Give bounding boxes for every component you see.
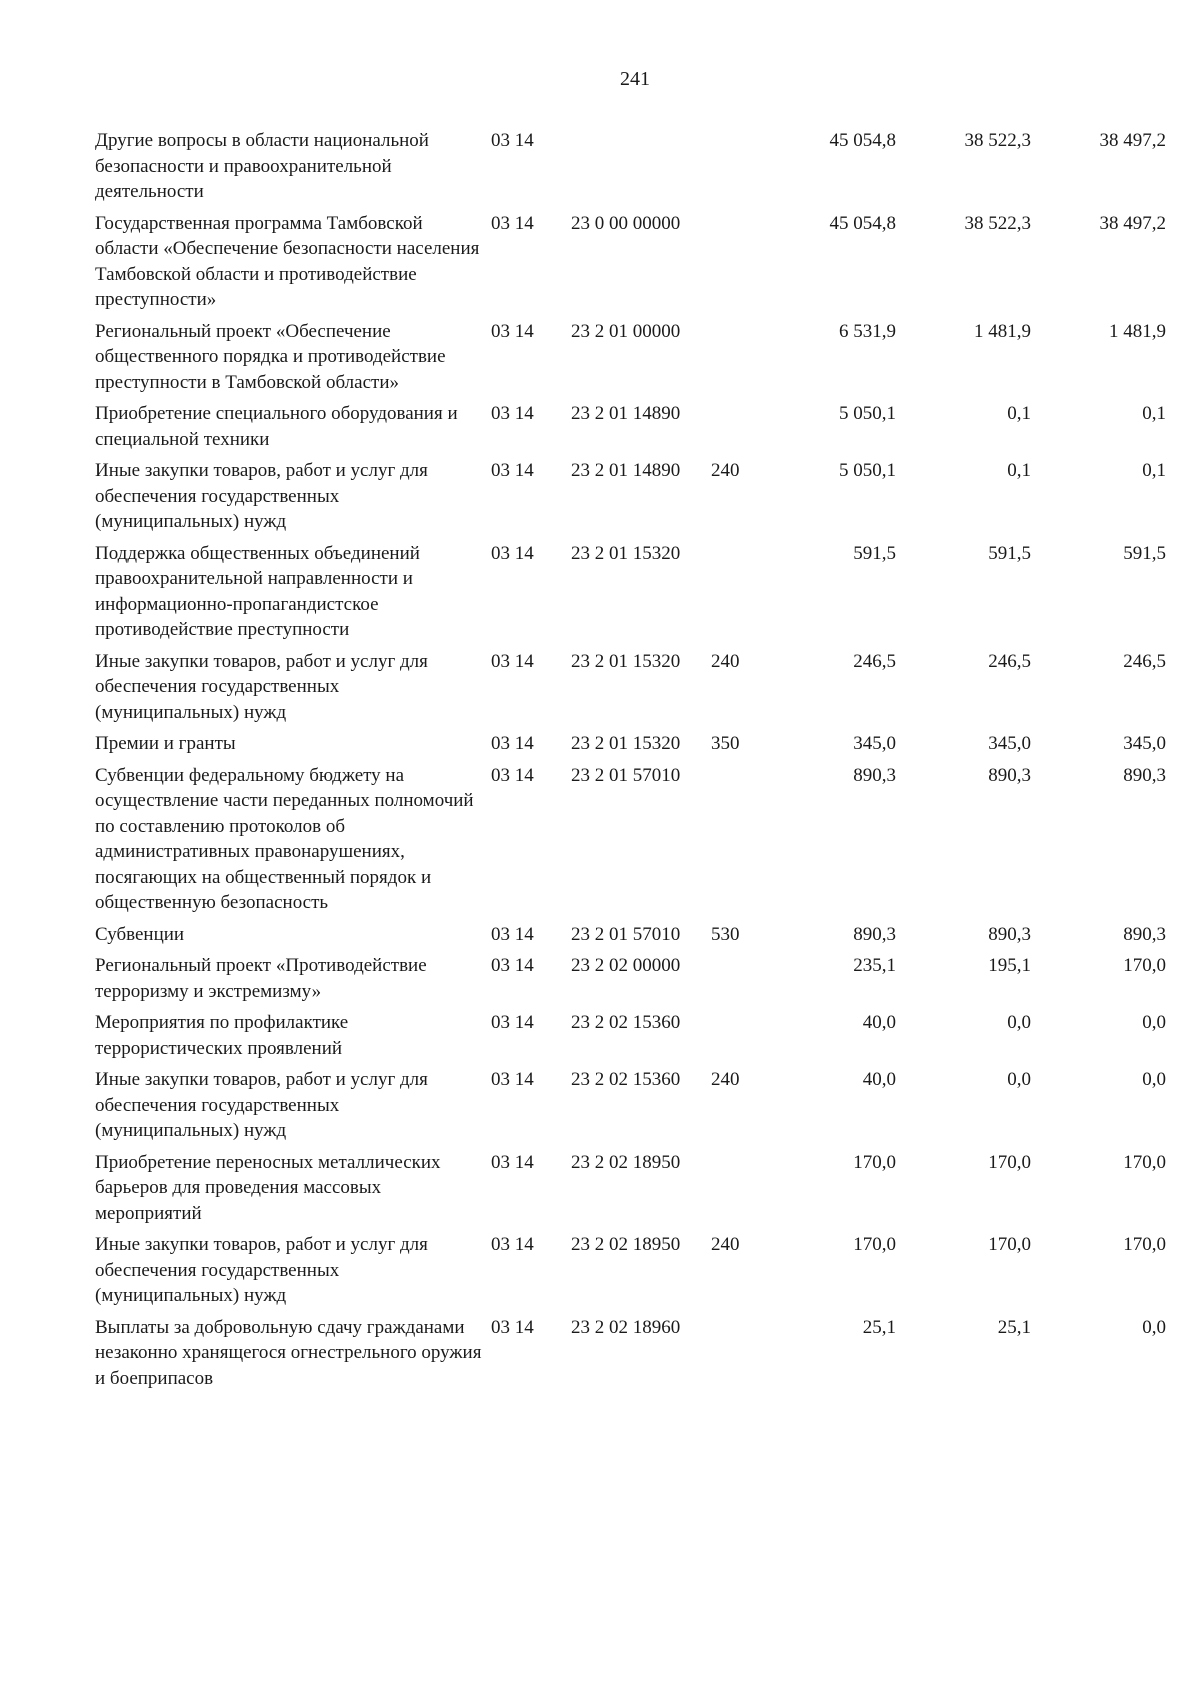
row-section-code: 03 14 bbox=[491, 403, 534, 424]
budget-table bbox=[95, 128, 1175, 1397]
row-amount-year1: 890,3 bbox=[853, 764, 896, 786]
row-target-code: 23 0 00 00000 bbox=[571, 212, 681, 234]
table-row bbox=[95, 458, 1175, 535]
row-amount-year3: 246,5 bbox=[1123, 650, 1166, 672]
row-name: Приобретение переносных металлических барьеров для проведения массовых мероприятий bbox=[95, 1151, 441, 1224]
row-target-code: 23 2 01 15320 bbox=[571, 542, 681, 564]
row-name: Иные закупки товаров, работ и услуг для обеспечения государственных (муниципальных) нужд bbox=[95, 1069, 428, 1141]
row-section-code: 03 14 bbox=[491, 1316, 534, 1338]
row-amount-year3: 38 497,2 bbox=[1099, 130, 1166, 151]
row-section-code: 03 14 bbox=[491, 650, 534, 672]
row-amount-year3: 170,0 bbox=[1123, 955, 1166, 976]
row-amount-year2: 890,3 bbox=[988, 764, 1031, 786]
row-amount-year3: 591,5 bbox=[1123, 542, 1166, 564]
row-amount-year3: 0,0 bbox=[1142, 1012, 1166, 1033]
row-section-code: 03 14 bbox=[491, 1151, 534, 1173]
row-amount-year1: 170,0 bbox=[853, 1234, 896, 1255]
table-row bbox=[95, 763, 1175, 916]
row-amount-year3: 890,3 bbox=[1123, 764, 1166, 786]
row-amount-year2: 170,0 bbox=[988, 1151, 1031, 1173]
row-section-code: 03 14 bbox=[491, 955, 534, 976]
row-amount-year2: 25,1 bbox=[997, 1316, 1031, 1338]
table-row bbox=[95, 1067, 1175, 1144]
row-amount-year2: 246,5 bbox=[988, 650, 1031, 672]
row-amount-year2: 170,0 bbox=[988, 1234, 1031, 1255]
row-target-code: 23 2 02 18950 bbox=[571, 1151, 681, 1173]
row-amount-year1: 40,0 bbox=[862, 1012, 896, 1033]
row-name: Мероприятия по профилактике террористических проявлений bbox=[95, 1012, 349, 1059]
row-amount-year3: 0,0 bbox=[1142, 1316, 1166, 1338]
row-name: Другие вопросы в области национальной безопасности и правоохранительной деятельности bbox=[95, 130, 429, 202]
row-target-code: 23 2 01 57010 bbox=[571, 923, 681, 945]
row-expense-type: 530 bbox=[711, 923, 740, 945]
row-expense-type: 240 bbox=[711, 1069, 740, 1090]
table-row bbox=[95, 649, 1175, 726]
row-amount-year2: 38 522,3 bbox=[964, 130, 1031, 151]
row-amount-year3: 0,0 bbox=[1142, 1069, 1166, 1090]
row-expense-type: 240 bbox=[711, 650, 740, 672]
row-amount-year2: 890,3 bbox=[988, 923, 1031, 945]
table-row bbox=[95, 128, 1175, 205]
row-target-code: 23 2 01 15320 bbox=[571, 650, 681, 672]
row-name: Региональный проект «Противодействие терроризму и экстремизму» bbox=[95, 955, 427, 1002]
row-section-code: 03 14 bbox=[491, 1234, 534, 1255]
row-amount-year2: 0,1 bbox=[1007, 403, 1031, 424]
row-target-code: 23 2 02 15360 bbox=[571, 1069, 681, 1090]
row-amount-year1: 25,1 bbox=[862, 1316, 896, 1338]
row-amount-year3: 170,0 bbox=[1123, 1151, 1166, 1173]
row-expense-type: 350 bbox=[711, 733, 740, 754]
row-amount-year2: 345,0 bbox=[988, 733, 1031, 754]
table-row bbox=[95, 401, 1175, 452]
row-amount-year2: 0,0 bbox=[1007, 1012, 1031, 1033]
table-row bbox=[95, 1010, 1175, 1061]
row-name: Иные закупки товаров, работ и услуг для обеспечения государственных (муниципальных) нужд bbox=[95, 1234, 428, 1306]
row-section-code: 03 14 bbox=[491, 460, 534, 481]
table-row bbox=[95, 211, 1175, 313]
row-amount-year1: 6 531,9 bbox=[839, 320, 896, 342]
row-section-code: 03 14 bbox=[491, 212, 534, 234]
row-amount-year2: 0,1 bbox=[1007, 460, 1031, 481]
row-section-code: 03 14 bbox=[491, 923, 534, 945]
row-amount-year2: 195,1 bbox=[988, 955, 1031, 976]
row-amount-year2: 38 522,3 bbox=[964, 212, 1031, 234]
row-expense-type: 240 bbox=[711, 1234, 740, 1255]
row-amount-year1: 890,3 bbox=[853, 923, 896, 945]
row-target-code: 23 2 01 00000 bbox=[571, 320, 681, 342]
row-section-code: 03 14 bbox=[491, 733, 534, 754]
row-name: Субвенции bbox=[95, 923, 185, 945]
row-section-code: 03 14 bbox=[491, 320, 534, 342]
page-number: 241 bbox=[620, 68, 650, 90]
row-amount-year1: 5 050,1 bbox=[839, 403, 896, 424]
table-row bbox=[95, 953, 1175, 1004]
row-amount-year3: 890,3 bbox=[1123, 923, 1166, 945]
row-amount-year3: 38 497,2 bbox=[1099, 212, 1166, 234]
row-target-code: 23 2 01 15320 bbox=[571, 733, 681, 754]
row-section-code: 03 14 bbox=[491, 764, 534, 786]
row-name: Приобретение специального оборудования и специальной техники bbox=[95, 403, 458, 450]
row-amount-year2: 0,0 bbox=[1007, 1069, 1031, 1090]
row-amount-year3: 170,0 bbox=[1123, 1234, 1166, 1255]
row-amount-year3: 0,1 bbox=[1142, 403, 1166, 424]
table-row bbox=[95, 922, 1175, 948]
row-amount-year1: 235,1 bbox=[853, 955, 896, 976]
row-amount-year2: 591,5 bbox=[988, 542, 1031, 564]
table-row bbox=[95, 1232, 1175, 1309]
row-name: Выплаты за добровольную сдачу гражданами незаконно хранящегося огнестрельного оружия и боеприпасов bbox=[95, 1316, 482, 1389]
row-amount-year1: 345,0 bbox=[853, 733, 896, 754]
row-target-code: 23 2 01 14890 bbox=[571, 403, 681, 424]
table-row bbox=[95, 1315, 1175, 1392]
row-section-code: 03 14 bbox=[491, 1069, 534, 1090]
row-amount-year1: 170,0 bbox=[853, 1151, 896, 1173]
row-name: Премии и гранты bbox=[95, 733, 236, 754]
row-amount-year3: 345,0 bbox=[1123, 733, 1166, 754]
row-amount-year3: 1 481,9 bbox=[1109, 320, 1166, 342]
row-section-code: 03 14 bbox=[491, 542, 534, 564]
row-amount-year3: 0,1 bbox=[1142, 460, 1166, 481]
row-section-code: 03 14 bbox=[491, 1012, 534, 1033]
row-expense-type: 240 bbox=[711, 460, 740, 481]
row-amount-year1: 5 050,1 bbox=[839, 460, 896, 481]
row-name: Субвенции федеральному бюджету на осуществление части переданных полномочий по составлению протоколов об административных правонарушениях, посягающих на общественный порядок и общественную безопасность bbox=[95, 764, 474, 913]
row-name: Поддержка общественных объединений правоохранительной направленности и информационно-пропагандистское противодействие преступности bbox=[95, 542, 420, 640]
table-row bbox=[95, 319, 1175, 396]
row-target-code: 23 2 02 18960 bbox=[571, 1316, 681, 1338]
row-amount-year1: 45 054,8 bbox=[829, 130, 896, 151]
row-section-code: 03 14 bbox=[491, 130, 534, 151]
row-target-code: 23 2 02 18950 bbox=[571, 1234, 681, 1255]
row-name: Иные закупки товаров, работ и услуг для обеспечения государственных (муниципальных) нужд bbox=[95, 650, 428, 723]
table-row bbox=[95, 541, 1175, 643]
row-target-code: 23 2 02 00000 bbox=[571, 955, 681, 976]
row-amount-year1: 40,0 bbox=[862, 1069, 896, 1090]
row-amount-year1: 246,5 bbox=[853, 650, 896, 672]
row-amount-year2: 1 481,9 bbox=[974, 320, 1031, 342]
table-row bbox=[95, 1150, 1175, 1227]
row-target-code: 23 2 01 14890 bbox=[571, 460, 681, 481]
row-amount-year1: 591,5 bbox=[853, 542, 896, 564]
row-name: Региональный проект «Обеспечение общественного порядка и противодействие преступности в Тамбовской области» bbox=[95, 320, 446, 393]
table-row bbox=[95, 731, 1175, 757]
row-target-code: 23 2 02 15360 bbox=[571, 1012, 681, 1033]
row-name: Государственная программа Тамбовской области «Обеспечение безопасности населения Тамбовской области и противодействие преступности» bbox=[95, 212, 480, 310]
row-amount-year1: 45 054,8 bbox=[829, 212, 896, 234]
row-target-code: 23 2 01 57010 bbox=[571, 764, 681, 786]
row-name: Иные закупки товаров, работ и услуг для обеспечения государственных (муниципальных) нужд bbox=[95, 460, 428, 532]
